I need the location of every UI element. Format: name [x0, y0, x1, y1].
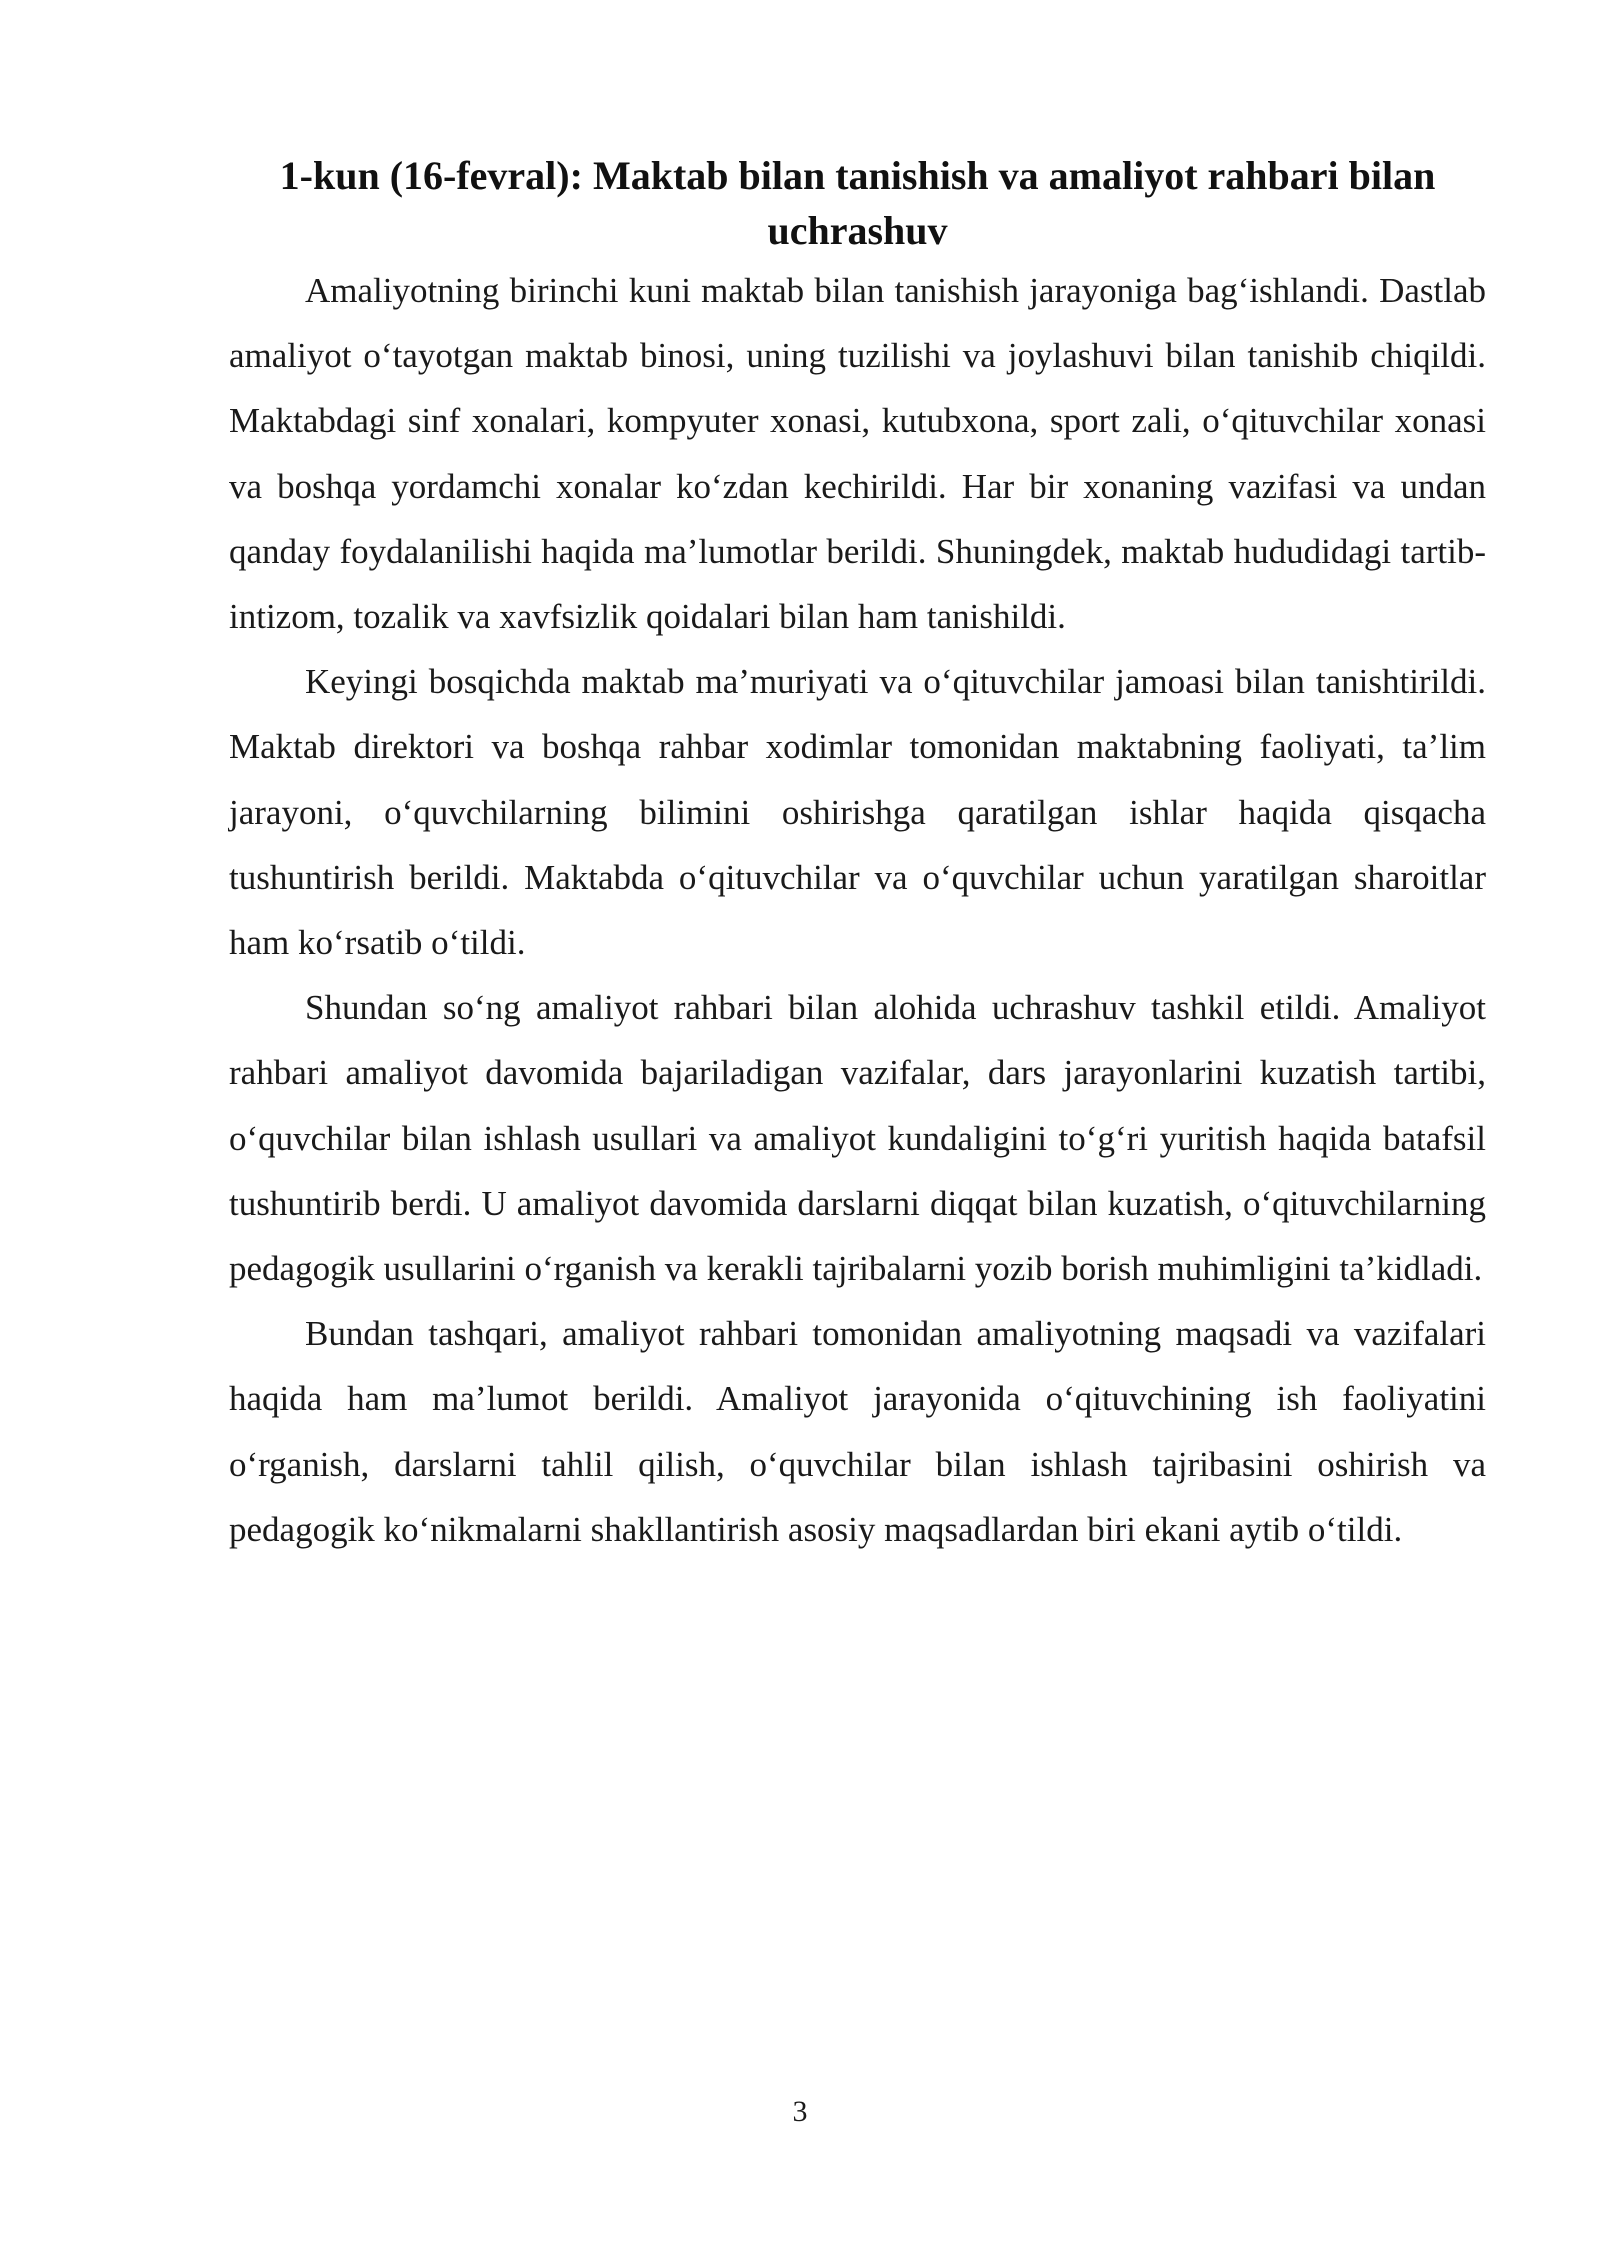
- paragraph-administration-introduction: Keyingi bosqichda maktab ma’muriyati va o‘qituvchilar jamoasi bilan tanishtirildi. Maktab direktori va boshqa rahbar xodimlar tomonidan maktabning faoliyati, ta’lim jarayoni, o‘quvchilarning bilimini oshirishga qaratilgan ishlar haqida qisqacha tushuntirish berildi. Maktabda o‘qituvchilar va o‘quvchilar uchun yaratilgan sharoitlar ham ko‘rsatib o‘tildi.: [229, 662, 1486, 963]
- paragraph-school-introduction: Amaliyotning birinchi kuni maktab bilan tanishish jarayoniga bag‘ishlandi. Dastlab amaliyot o‘tayotgan maktab binosi, uning tuzilishi va joylashuvi bilan tanishib chiqildi. Maktabdagi sinf xonalari, kompyuter xonasi, kutubxona, sport zali, o‘qituvchilar xonasi va boshqa yordamchi xonalar ko‘zdan kechirildi. Har bir xonaning vazifasi va undan qanday foydalanilishi haqida ma’lumotlar berildi. Shuningdek, maktab hududidagi tartib-intizom, tozalik va xavfsizlik qoidalari bilan ham tanishildi.: [229, 271, 1486, 637]
- section-heading: 1-kun (16-fevral): Maktab bilan tanishish va amaliyot rahbari bilan uchrashuv: [279, 153, 1436, 253]
- page-content: [229, 148, 1486, 1562]
- page-number: 3: [792, 2095, 808, 2128]
- paragraph-practice-goals: Bundan tashqari, amaliyot rahbari tomonidan amaliyotning maqsadi va vazifalari haqida ham ma’lumot berildi. Amaliyot jarayonida o‘qituvchining ish faoliyatini o‘rganish, darslarni tahlil qilish, o‘quvchilar bilan ishlash tajribasini oshirish va pedagogik ko‘nikmalarni shakllantirish asosiy maqsadlardan biri ekani aytib o‘tildi.: [229, 1314, 1486, 1549]
- paragraph-supervisor-meeting: Shundan so‘ng amaliyot rahbari bilan alohida uchrashuv tashkil etildi. Amaliyot rahbari amaliyot davomida bajariladigan vazifalar, dars jarayonlarini kuzatish tartibi, o‘quvchilar bilan ishlash usullari va amaliyot kundaligini to‘g‘ri yuritish haqida batafsil tushuntirib berdi. U amaliyot davomida darslarni diqqat bilan kuzatish, o‘qituvchilarning pedagogik usullarini o‘rganish va kerakli tajribalarni yozib borish muhimligini ta’kidladi.: [229, 988, 1486, 1289]
